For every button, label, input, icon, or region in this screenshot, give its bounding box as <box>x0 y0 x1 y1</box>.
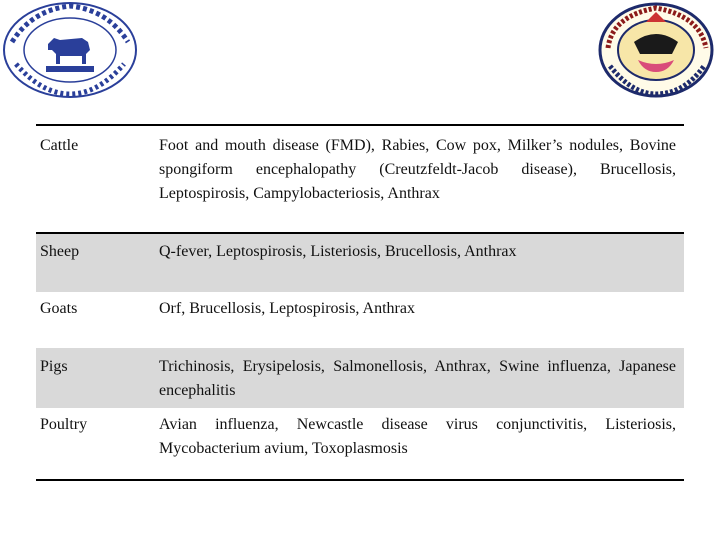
animal-cell: Poultry <box>40 416 88 433</box>
university-seal-icon <box>2 2 142 102</box>
animal-cell: Cattle <box>40 137 79 154</box>
disease-cell: Orf, Brucellosis, Leptospirosis, Anthrax <box>159 300 415 317</box>
animal-cell: Goats <box>40 300 78 317</box>
disease-cell: Foot and mouth disease (FMD), Rabies, Cow pox, Milker’s nodules, Bovine spongiform encephalopathy (Creutzfeldt-Jacob disease), Brucellosis, Leptospirosis, Campylobacteriosis, Anthrax <box>159 137 676 202</box>
animal-cell: Pigs <box>40 358 68 375</box>
university-logo <box>2 2 142 102</box>
table-row <box>36 292 684 348</box>
table-row <box>36 348 684 408</box>
college-logo <box>598 2 718 102</box>
disease-cell: Avian influenza, Newcastle disease virus conjunctivitis, Listeriosis, Mycobacterium avium, Toxoplasmosis <box>159 416 676 457</box>
table-row <box>36 232 684 292</box>
animal-cell: Sheep <box>40 243 80 260</box>
disease-cell: Trichinosis, Erysipelosis, Salmonellosis, Anthrax, Swine influenza, Japanese encephalitis <box>159 358 676 399</box>
disease-cell: Q-fever, Leptospirosis, Listeriosis, Brucellosis, Anthrax <box>159 243 517 260</box>
table-row <box>36 408 684 478</box>
college-seal-icon <box>598 2 718 102</box>
table-bottom-rule <box>36 479 684 481</box>
table-row <box>36 126 684 232</box>
